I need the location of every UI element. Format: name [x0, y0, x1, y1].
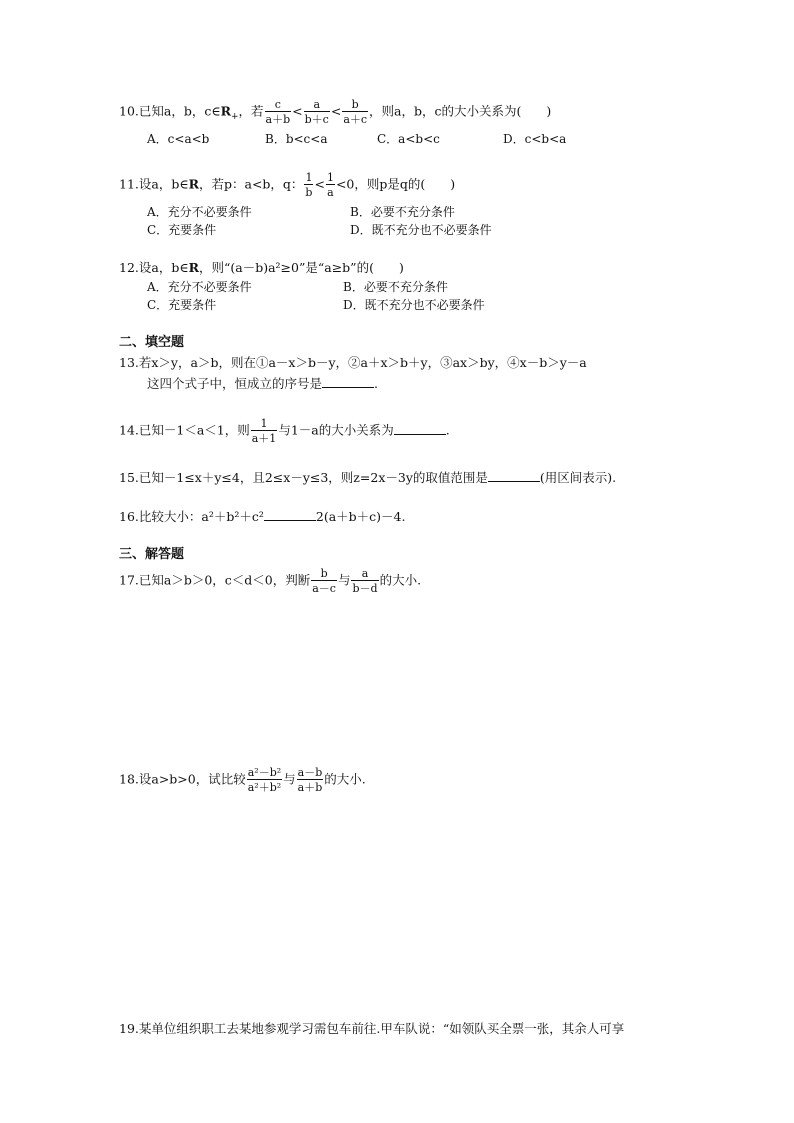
q17-pre: 17.已知a＞b＞0，c＜d＜0，判断: [119, 572, 311, 588]
question-12: [119, 262, 404, 275]
q17-fraction-2: $\frac{a}{b-d}$: [352, 567, 378, 595]
q13-answer-blank[interactable]: [322, 376, 374, 388]
question-14: [119, 418, 450, 444]
q14-post: 与1－a的大小关系为: [278, 422, 394, 438]
question-18: [119, 767, 366, 793]
question-19: 19.某单位组织职工去某地参观学习需包车前往.甲车队说：“如领队买全票一张，其余人可享: [119, 1021, 625, 1036]
q11-option-a: A．充分不必要条件: [147, 205, 252, 219]
q16-post: 2(a＋b＋c)－4.: [315, 509, 406, 524]
q11-option-c: C．充要条件: [147, 223, 217, 237]
q12-tail: ，则“(a－b)a²≥0”是“a≥b”的( ): [198, 260, 404, 275]
q12-option-a: A．充分不必要条件: [147, 280, 252, 294]
q11-fraction-1: $\frac{1}{b}$: [305, 171, 313, 199]
q10-lt-1: <: [292, 103, 303, 119]
q18-pre: 18.设a>b>0，试比较: [119, 771, 246, 787]
question-15: [119, 470, 616, 485]
q10-text: 10.已知a，b，c∈: [119, 103, 221, 119]
q10-fraction-3: $\frac{b}{a+c}$: [343, 98, 368, 126]
question-16: [119, 509, 405, 524]
q10-option-c: C．a<b<c: [377, 132, 440, 146]
q10-set-sub: +: [230, 112, 239, 122]
q10-tail: ，则a，b，c的大小关系为( ): [369, 103, 552, 119]
q16-answer-blank[interactable]: [264, 509, 316, 521]
question-11: [119, 172, 455, 198]
q14-end: .: [445, 422, 450, 438]
q13-end: .: [374, 376, 378, 391]
q10-fraction-2: $\frac{a}{b+c}$: [304, 98, 329, 126]
q12-text: 12.设a，b∈: [119, 260, 189, 275]
q14-fraction: $\frac{1}{a+1}$: [251, 417, 277, 445]
q18-fraction-2: $\frac{a-b}{a+b}$: [297, 766, 323, 794]
q11-fraction-2: $\frac{1}{a}$: [326, 171, 334, 199]
q11-text: 11.设a，b∈: [119, 176, 189, 192]
q17-mid: 与: [337, 572, 351, 588]
q12-option-b: B．必要不充分条件: [343, 280, 448, 294]
q10-option-a: A．c<a<b: [147, 132, 210, 146]
q11-mid: ，若p：a<b，q：: [198, 176, 304, 192]
q18-post: 的大小.: [324, 771, 366, 787]
q11-set: R: [188, 176, 199, 192]
q15-post: (用区间表示).: [539, 470, 617, 485]
question-10: [119, 99, 551, 125]
q10-set: R: [220, 103, 231, 119]
question-13: 13.若x＞y，a＞b，则在①a－x＞b－y，②a＋x＞b＋y，③ax＞by，④x－b＞y－a: [119, 355, 587, 370]
q10-option-b: B．b<c<a: [265, 132, 328, 146]
q10-mid: ，若: [238, 103, 264, 119]
q14-pre: 14.已知－1＜a＜1，则: [119, 422, 250, 438]
q14-answer-blank[interactable]: [394, 423, 446, 435]
q11-tail: <0，则p是q的( ): [335, 176, 456, 192]
q11-option-b: B．必要不充分条件: [350, 205, 455, 219]
q17-post: 的大小.: [379, 572, 422, 588]
q10-fraction-1: $\frac{c}{a+b}$: [265, 98, 291, 126]
q18-mid: 与: [283, 771, 296, 787]
question-13-line2: [147, 376, 378, 391]
q11-option-d: D．既不充分也不必要条件: [350, 223, 492, 237]
question-17: [119, 568, 421, 594]
q11-lt: <: [314, 176, 325, 192]
q16-pre: 16.比较大小：a²＋b²＋c²: [119, 509, 264, 524]
q10-option-d: D．c<b<a: [503, 132, 567, 146]
section-fill-in-heading: 二、填空题: [119, 335, 185, 350]
q12-option-d: D．既不充分也不必要条件: [343, 298, 485, 312]
q12-option-c: C．充要条件: [147, 298, 217, 312]
q13-text: 这四个式子中，恒成立的序号是: [147, 376, 323, 391]
q17-fraction-1: $\frac{b}{a-c}$: [312, 567, 336, 595]
q15-answer-blank[interactable]: [488, 470, 540, 482]
q15-pre: 15.已知－1≤x＋y≤4，且2≤x－y≤3，则z=2x－3y的取值范围是: [119, 470, 488, 485]
q12-set: R: [188, 260, 199, 275]
q10-lt-2: <: [330, 103, 342, 119]
section-solve-heading: 三、解答题: [119, 547, 185, 562]
q18-fraction-1: $\frac{\text{a²－b²}}{\text{a²＋b²}}$: [247, 766, 282, 794]
